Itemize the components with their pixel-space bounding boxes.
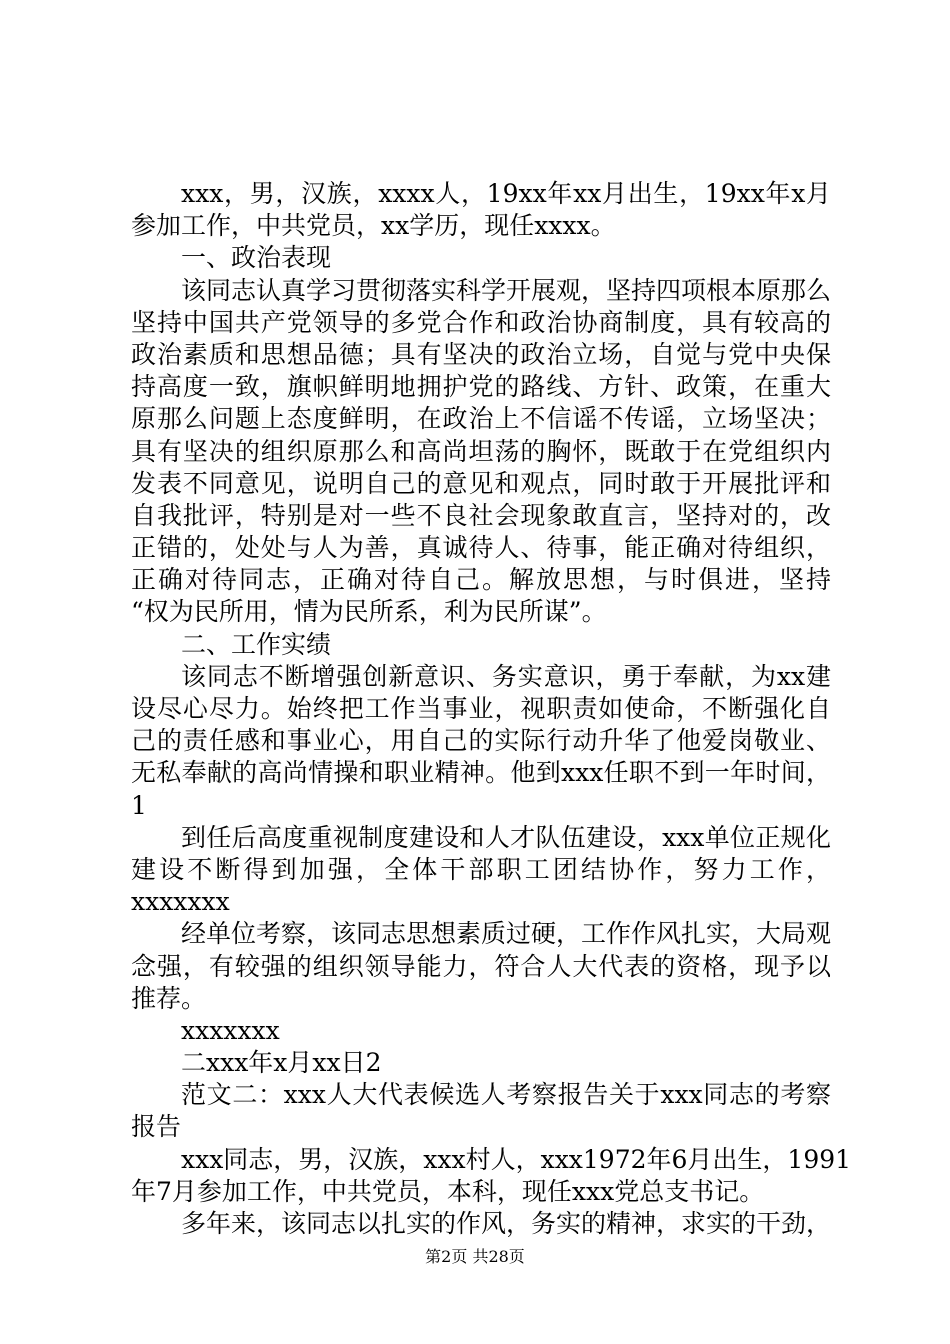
text-line-25: 念强，有较强的组织领导能力，符合人大代表的资格，现予以 xyxy=(131,951,831,981)
date-line: 二xxx年x月xx日2 xyxy=(181,1048,382,1078)
text-line-23: xxxxxxx xyxy=(131,887,230,917)
page-footer: 第2页 共28页 xyxy=(425,1247,525,1266)
text-line-2: 参加工作，中共党员，xx学历，现任xxxx。 xyxy=(131,211,616,241)
text-line-21: 到任后高度重视制度建设和人才队伍建设，xxx单位正规化 xyxy=(181,822,831,852)
section-heading-political: 一、政治表现 xyxy=(181,243,332,273)
text-line-12: 正错的，处处与人为善，真诚待人、待事，能正确对待组织， xyxy=(131,533,831,563)
text-line-1: xxx，男，汉族，xxxx人，19xx年xx月出生，19xx年x月 xyxy=(181,179,831,208)
text-line-22: 建设不断得到加强，全体干部职工团结协作，努力工作， xyxy=(131,854,831,884)
section-heading-work: 二、工作实绩 xyxy=(181,629,332,659)
text-line-5: 坚持中国共产党领导的多党合作和政治协商制度，具有较高的 xyxy=(131,307,831,337)
sample-two-title: 范文二：xxx人大代表候选人考察报告关于xxx同志的考察 xyxy=(181,1080,831,1110)
text-line-18: 己的责任感和事业心，用自己的实际行动升华了他爱岗敬业、 xyxy=(131,726,831,756)
text-line-8: 原那么问题上态度鲜明，在政治上不信谣不传谣，立场坚决； xyxy=(131,404,831,434)
text-line-17: 设尽心尽力。始终把工作当事业，视职责如使命，不断强化自 xyxy=(131,694,831,723)
text-line-10: 发表不同意见，说明自己的意见和观点，同时敢于开展批评和 xyxy=(131,468,831,498)
text-line-13: 正确对待同志，正确对待自己。解放思想，与时俱进，坚持 xyxy=(131,565,831,595)
text-line-6: 政治素质和思想品德；具有坚决的政治立场，自觉与党中央保 xyxy=(131,339,831,369)
sample-two-title-cont: 报告 xyxy=(131,1112,182,1142)
text-line-7: 持高度一致，旗帜鲜明地拥护党的路线、方针、政策，在重大 xyxy=(131,372,831,402)
text-line-14: “权为民所用，情为民所系，利为民所谋”。 xyxy=(131,597,607,627)
text-line-24: 经单位考察，该同志思想素质过硬，工作作风扎实，大局观 xyxy=(181,919,832,949)
text-line-16: 该同志不断增强创新意识、务实意识，勇于奉献，为xx建 xyxy=(181,661,831,691)
text-line-33: 多年来，该同志以扎实的作风，务实的精神，求实的干劲， xyxy=(181,1209,832,1238)
text-line-11: 自我批评，特别是对一些不良社会现象敢直言，坚持对的，改 xyxy=(131,500,831,530)
text-line-31: xxx同志，男，汉族，xxx村人，xxx1972年6月出生，1991 xyxy=(181,1144,852,1174)
text-line-9: 具有坚决的组织原那么和高尚坦荡的胸怀，既敢于在党组织内 xyxy=(131,436,831,466)
signature-placeholder: xxxxxxx xyxy=(181,1015,280,1045)
text-line-4: 该同志认真学习贯彻落实科学开展观，坚持四项根本原那么 xyxy=(181,275,832,305)
text-line-26: 推荐。 xyxy=(131,983,207,1013)
document-body xyxy=(131,178,852,1240)
text-line-20: 1 xyxy=(131,790,147,820)
text-line-32: 年7月参加工作，中共党员，本科，现任xxx党总支书记。 xyxy=(131,1176,765,1206)
text-line-19: 无私奉献的高尚情操和职业精神。他到xxx任职不到一年时间， xyxy=(131,758,831,788)
